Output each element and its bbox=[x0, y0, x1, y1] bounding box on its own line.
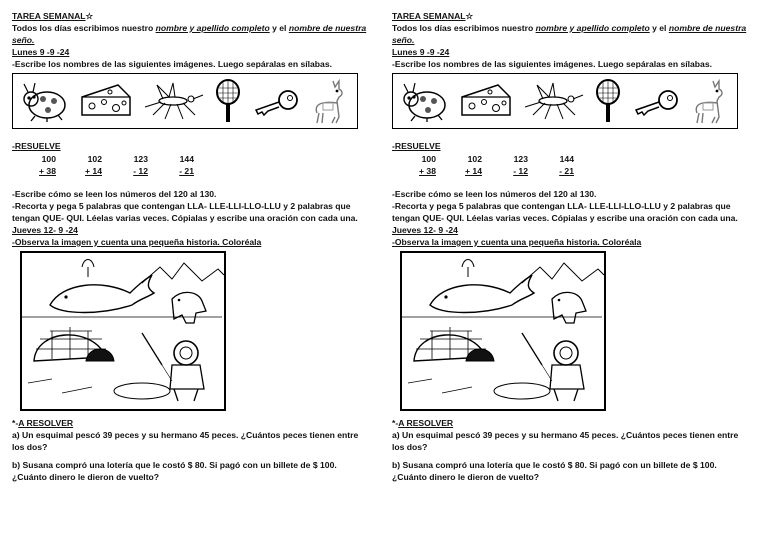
resuelve-heading: -RESUELVE bbox=[392, 141, 441, 151]
mosquito-icon bbox=[523, 81, 585, 121]
operation: 123 - 12 bbox=[133, 154, 148, 176]
arctic-scene-image bbox=[400, 251, 606, 411]
operation: 102 + 14 bbox=[85, 154, 102, 176]
cheese-icon bbox=[458, 79, 514, 123]
task-images: -Escribe los nombres de las siguientes imágenes. Luego sepáralas en sílabas. bbox=[12, 59, 333, 69]
arctic-scene-image bbox=[20, 251, 226, 411]
operations bbox=[12, 153, 374, 177]
question-a: a) Un esquimal pescó 39 peces y su hermano 45 peces. ¿Cuántos peces tienen entre los dos? bbox=[392, 430, 739, 452]
worksheet-column-left bbox=[12, 10, 374, 483]
llama-icon bbox=[309, 77, 349, 125]
task-words: -Recorta y pega 5 palabras que contengan LLA- LLE-LLI-LLO-LLU y 2 palabras que tengan QUE- QUI. Léelas varias veces. Cópialas y escribe una oración con cada una. bbox=[12, 201, 358, 223]
images-strip bbox=[392, 73, 738, 129]
images-strip bbox=[12, 73, 358, 129]
question-b: b) Susana compró una lotería que le costó $ 80. Si pagó con un billete de $ 100. ¿Cuánto dinero le dieron de vuelto? bbox=[12, 460, 337, 482]
racket-icon bbox=[213, 78, 243, 124]
worksheet-column-right bbox=[392, 10, 754, 483]
llama-icon bbox=[689, 77, 729, 125]
task-images: -Escribe los nombres de las siguientes imágenes. Luego sepáralas en sílabas. bbox=[392, 59, 713, 69]
cheese-icon bbox=[78, 79, 134, 123]
resuelve-heading: -RESUELVE bbox=[12, 141, 61, 151]
worksheet-title: TAREA SEMANAL bbox=[12, 11, 86, 21]
resolver-heading: *-A RESOLVER bbox=[392, 418, 454, 428]
star-icon: ☆ bbox=[465, 11, 474, 21]
operation: 100 + 38 bbox=[39, 154, 56, 176]
resolver-heading: *-A RESOLVER bbox=[12, 418, 74, 428]
task-numbers: -Escribe cómo se leen los números del 120 al 130. bbox=[12, 189, 217, 199]
star-icon: ☆ bbox=[85, 11, 94, 21]
operation: 100 + 38 bbox=[419, 154, 436, 176]
intro-text: Todos los días escribimos nuestro nombre y apellido completo y el nombre de nuestra seño. bbox=[392, 23, 747, 45]
task-numbers: -Escribe cómo se leen los números del 120 al 130. bbox=[392, 189, 597, 199]
operation: 102 + 14 bbox=[465, 154, 482, 176]
mosquito-icon bbox=[143, 81, 205, 121]
operation: 123 - 12 bbox=[513, 154, 528, 176]
task-words: -Recorta y pega 5 palabras que contengan LLA- LLE-LLI-LLO-LLU y 2 palabras que tengan QUE- QUI. Léelas varias veces. Cópialas y escribe una oración con cada una. bbox=[392, 201, 738, 223]
question-b: b) Susana compró una lotería que le costó $ 80. Si pagó con un billete de $ 100. ¿Cuánto dinero le dieron de vuelto? bbox=[392, 460, 717, 482]
ladybug-icon bbox=[401, 79, 449, 123]
ladybug-icon bbox=[21, 79, 69, 123]
operations bbox=[392, 153, 754, 177]
task-observe: -Observa la imagen y cuenta una pequeña historia. Coloréala bbox=[12, 237, 262, 247]
racket-icon bbox=[593, 78, 623, 124]
intro-text: Todos los días escribimos nuestro nombre y apellido completo y el nombre de nuestra seño. bbox=[12, 23, 367, 45]
worksheet-title: TAREA SEMANAL bbox=[392, 11, 466, 21]
day-monday: Lunes 9 -9 -24 bbox=[12, 47, 70, 57]
task-observe: -Observa la imagen y cuenta una pequeña historia. Coloréala bbox=[392, 237, 642, 247]
key-icon bbox=[632, 86, 680, 116]
day-thursday: Jueves 12- 9 -24 bbox=[12, 225, 78, 235]
operation: 144 - 21 bbox=[559, 154, 574, 176]
operation: 144 - 21 bbox=[179, 154, 194, 176]
key-icon bbox=[252, 86, 300, 116]
day-monday: Lunes 9 -9 -24 bbox=[392, 47, 450, 57]
question-a: a) Un esquimal pescó 39 peces y su hermano 45 peces. ¿Cuántos peces tienen entre los dos? bbox=[12, 430, 359, 452]
day-thursday: Jueves 12- 9 -24 bbox=[392, 225, 458, 235]
